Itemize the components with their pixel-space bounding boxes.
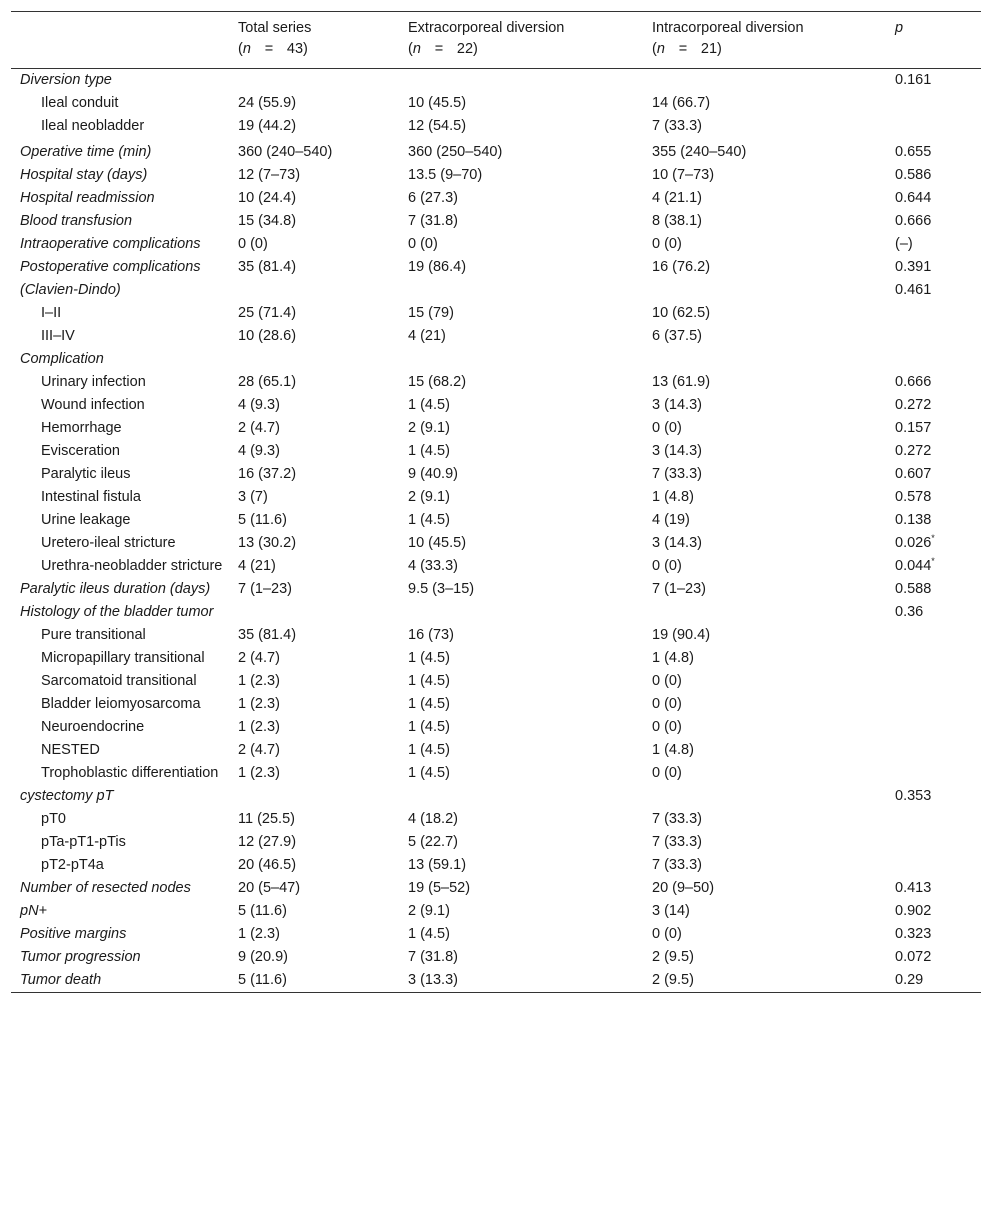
intracorporeal-cell: 7 (33.3): [652, 466, 702, 482]
total-series-cell: 10 (24.4): [238, 190, 297, 206]
total-series-cell: 20 (46.5): [238, 857, 297, 873]
extracorporeal-cell: 1 (4.5): [408, 742, 450, 758]
total-series-cell: [238, 348, 408, 371]
total-series-cell: 4 (9.3): [238, 443, 280, 459]
intracorporeal-cell: 6 (37.5): [652, 328, 702, 344]
extracorporeal-cell: 3 (13.3): [408, 972, 458, 988]
extracorporeal-cell: 19 (86.4): [408, 259, 467, 275]
total-series-cell: 9 (20.9): [238, 949, 288, 965]
extracorporeal-cell: 9 (40.9): [408, 466, 458, 482]
p-value-cell: [895, 302, 981, 325]
extracorporeal-cell: 1 (4.5): [408, 397, 450, 413]
extracorporeal-cell: 10 (45.5): [408, 535, 467, 551]
p-value-cell: [895, 831, 981, 854]
total-series-cell: 12 (27.9): [238, 834, 297, 850]
p-value-cell: 0.588: [895, 581, 932, 597]
table-row: [11, 210, 981, 233]
p-value-cell: [895, 348, 981, 371]
intracorporeal-cell: [652, 69, 895, 93]
header-p-value: p: [895, 20, 904, 36]
p-value-cell: 0.138: [895, 512, 932, 528]
extracorporeal-cell: 15 (68.2): [408, 374, 467, 390]
significance-marker: *: [931, 533, 935, 544]
p-value-cell: [895, 716, 981, 739]
table-row: [11, 969, 981, 993]
total-series-cell: 2 (4.7): [238, 742, 280, 758]
row-label: Ileal neobladder: [41, 118, 145, 134]
p-value-cell: 0.044*: [895, 556, 935, 574]
row-label: pT2-pT4a: [41, 857, 104, 873]
table-row: [11, 164, 981, 187]
extracorporeal-cell: [408, 348, 652, 371]
total-series-cell: [238, 69, 408, 93]
table-row: [11, 279, 981, 302]
intracorporeal-cell: [652, 348, 895, 371]
total-series-cell: [238, 601, 408, 624]
extracorporeal-cell: 12 (54.5): [408, 118, 467, 134]
table-row: [11, 923, 981, 946]
extracorporeal-cell: [408, 601, 652, 624]
p-value-cell: 0.666: [895, 374, 932, 390]
total-series-cell: 5 (11.6): [238, 903, 287, 919]
extracorporeal-cell: 13 (59.1): [408, 857, 467, 873]
p-value-cell: 0.29: [895, 972, 924, 988]
extracorporeal-cell: 13.5 (9–70): [408, 167, 483, 183]
extracorporeal-cell: 19 (5–52): [408, 880, 471, 896]
intracorporeal-cell: 7 (33.3): [652, 811, 702, 827]
p-value-cell: [895, 762, 981, 785]
extracorporeal-cell: 1 (4.5): [408, 765, 450, 781]
row-label: Uretero-ileal stricture: [41, 535, 176, 551]
total-series-cell: 1 (2.3): [238, 765, 280, 781]
row-label: Neuroendocrine: [41, 719, 145, 735]
intracorporeal-cell: 3 (14): [652, 903, 690, 919]
table-row: [11, 647, 981, 670]
p-value-cell: 0.272: [895, 397, 932, 413]
intracorporeal-cell: 0 (0): [652, 765, 682, 781]
table-row: [11, 417, 981, 440]
row-label: Blood transfusion: [20, 213, 133, 229]
total-series-cell: 1 (2.3): [238, 696, 280, 712]
total-series-cell: 2 (4.7): [238, 420, 280, 436]
intracorporeal-cell: 0 (0): [652, 926, 682, 942]
total-series-cell: 5 (11.6): [238, 512, 287, 528]
intracorporeal-cell: 16 (76.2): [652, 259, 711, 275]
p-value-cell: (–): [895, 236, 913, 252]
p-value-cell: [895, 647, 981, 670]
total-series-cell: 4 (9.3): [238, 397, 280, 413]
p-value-cell: 0.902: [895, 903, 932, 919]
table-row: [11, 877, 981, 900]
table-row: [11, 69, 981, 93]
extracorporeal-cell: 7 (31.8): [408, 213, 458, 229]
row-label: Hemorrhage: [41, 420, 122, 436]
p-value-cell: 0.323: [895, 926, 932, 942]
results-table-container: [11, 11, 981, 993]
row-label: Micropapillary transitional: [41, 650, 205, 666]
intracorporeal-cell: 2 (9.5): [652, 949, 694, 965]
extracorporeal-cell: 1 (4.5): [408, 650, 450, 666]
total-series-cell: 11 (25.5): [238, 811, 295, 827]
p-value-cell: 0.157: [895, 420, 932, 436]
table-row: [11, 138, 981, 164]
row-label: pN+: [20, 903, 48, 919]
intracorporeal-cell: 7 (33.3): [652, 857, 702, 873]
total-series-cell: 28 (65.1): [238, 374, 297, 390]
extracorporeal-cell: 0 (0): [408, 236, 438, 252]
intracorporeal-cell: 20 (9–50): [652, 880, 715, 896]
table-row: [11, 532, 981, 555]
p-value-cell: [895, 325, 981, 348]
intracorporeal-cell: 0 (0): [652, 673, 682, 689]
intracorporeal-cell: 3 (14.3): [652, 535, 702, 551]
row-label: NESTED: [41, 742, 100, 758]
table-row: [11, 716, 981, 739]
row-label: Urine leakage: [41, 512, 131, 528]
total-series-cell: 3 (7): [238, 489, 268, 505]
table-row: [11, 785, 981, 808]
table-row: [11, 486, 981, 509]
table-row: [11, 509, 981, 532]
extracorporeal-cell: 6 (27.3): [408, 190, 458, 206]
table-header-row: [11, 12, 981, 69]
table-row: [11, 624, 981, 647]
intracorporeal-cell: 7 (33.3): [652, 834, 702, 850]
total-series-cell: 35 (81.4): [238, 259, 297, 275]
row-label: Hospital stay (days): [20, 167, 148, 183]
row-label: Hospital readmission: [20, 190, 155, 206]
table-row: [11, 946, 981, 969]
row-label: Urethra-neobladder stricture: [41, 558, 223, 574]
intracorporeal-cell: 7 (1–23): [652, 581, 707, 597]
total-series-cell: 12 (7–73): [238, 167, 301, 183]
row-label: Positive margins: [20, 926, 127, 942]
p-value-cell: [895, 624, 981, 647]
row-label: Wound infection: [41, 397, 145, 413]
row-label: cystectomy pT: [20, 788, 114, 804]
total-series-cell: 20 (5–47): [238, 880, 301, 896]
p-value-cell: 0.461: [895, 282, 932, 298]
row-label: (Clavien-Dindo): [20, 282, 121, 298]
intracorporeal-cell: 8 (38.1): [652, 213, 702, 229]
table-row: [11, 808, 981, 831]
extracorporeal-cell: [408, 279, 652, 302]
table-row: [11, 302, 981, 325]
intracorporeal-cell: 13 (61.9): [652, 374, 711, 390]
row-label: Ileal conduit: [41, 95, 119, 111]
extracorporeal-cell: [408, 69, 652, 93]
extracorporeal-cell: 4 (18.2): [408, 811, 458, 827]
p-value-cell: 0.666: [895, 213, 932, 229]
intracorporeal-cell: 4 (19): [652, 512, 690, 528]
intracorporeal-cell: 0 (0): [652, 420, 682, 436]
table-row: [11, 233, 981, 256]
header-extracorporeal: Extracorporeal diversion (n = 22): [408, 20, 565, 57]
p-value-cell: 0.36: [895, 604, 924, 620]
p-value-cell: 0.586: [895, 167, 932, 183]
extracorporeal-cell: 2 (9.1): [408, 489, 450, 505]
p-value-cell: 0.272: [895, 443, 932, 459]
intracorporeal-cell: 1 (4.8): [652, 489, 694, 505]
row-label: Intraoperative complications: [20, 236, 201, 252]
extracorporeal-cell: 9.5 (3–15): [408, 581, 475, 597]
extracorporeal-cell: 2 (9.1): [408, 903, 450, 919]
row-label: I–II: [41, 305, 62, 321]
table-row: [11, 463, 981, 486]
total-series-cell: 24 (55.9): [238, 95, 297, 111]
intracorporeal-cell: 355 (240–540): [652, 144, 747, 160]
intracorporeal-cell: [652, 279, 895, 302]
total-series-cell: 1 (2.3): [238, 719, 280, 735]
p-value-cell: [895, 739, 981, 762]
header-intracorporeal: Intracorporeal diversion (n = 21): [652, 20, 804, 57]
total-series-cell: 4 (21): [238, 558, 276, 574]
total-series-cell: 25 (71.4): [238, 305, 297, 321]
significance-marker: *: [931, 556, 935, 567]
row-label: Trophoblastic differentiation: [41, 765, 219, 781]
row-label: Urinary infection: [41, 374, 146, 390]
intracorporeal-cell: 1 (4.8): [652, 742, 694, 758]
row-label: Bladder leiomyosarcoma: [41, 696, 201, 712]
intracorporeal-cell: 1 (4.8): [652, 650, 694, 666]
row-label: pTa-pT1-pTis: [41, 834, 126, 850]
total-series-cell: 7 (1–23): [238, 581, 293, 597]
p-value-cell: [895, 670, 981, 693]
table-row: [11, 601, 981, 624]
p-value-cell: 0.655: [895, 144, 932, 160]
total-series-cell: 360 (240–540): [238, 144, 333, 160]
total-series-cell: 10 (28.6): [238, 328, 297, 344]
total-series-cell: 35 (81.4): [238, 627, 297, 643]
p-value-cell: 0.644: [895, 190, 932, 206]
table-row: [11, 394, 981, 417]
p-value-cell: [895, 693, 981, 716]
row-label: III–IV: [41, 328, 75, 344]
p-value-cell: 0.161: [895, 72, 932, 88]
intracorporeal-cell: 4 (21.1): [652, 190, 702, 206]
row-label: Number of resected nodes: [20, 880, 191, 896]
total-series-cell: [238, 785, 408, 808]
row-label: Intestinal fistula: [41, 489, 141, 505]
intracorporeal-cell: 0 (0): [652, 236, 682, 252]
table-row: [11, 256, 981, 279]
extracorporeal-cell: 10 (45.5): [408, 95, 467, 111]
extracorporeal-cell: [408, 785, 652, 808]
table-row: [11, 555, 981, 578]
extracorporeal-cell: 7 (31.8): [408, 949, 458, 965]
table-row: [11, 92, 981, 115]
total-series-cell: 1 (2.3): [238, 926, 280, 942]
total-series-cell: 19 (44.2): [238, 118, 297, 134]
table-row: [11, 900, 981, 923]
extracorporeal-cell: 16 (73): [408, 627, 454, 643]
intracorporeal-cell: 3 (14.3): [652, 443, 702, 459]
total-series-cell: 2 (4.7): [238, 650, 280, 666]
total-series-cell: 15 (34.8): [238, 213, 297, 229]
row-label: pT0: [41, 811, 66, 827]
table-row: [11, 325, 981, 348]
extracorporeal-cell: 1 (4.5): [408, 926, 450, 942]
row-label: Operative time (min): [20, 144, 152, 160]
table-row: [11, 693, 981, 716]
table-row: [11, 187, 981, 210]
row-label: Diversion type: [20, 72, 112, 88]
intracorporeal-cell: 0 (0): [652, 696, 682, 712]
table-row: [11, 440, 981, 463]
total-series-cell: [238, 279, 408, 302]
p-value-cell: 0.607: [895, 466, 932, 482]
extracorporeal-cell: 4 (21): [408, 328, 446, 344]
p-value-cell: 0.026*: [895, 533, 935, 551]
total-series-cell: 13 (30.2): [238, 535, 297, 551]
extracorporeal-cell: 1 (4.5): [408, 719, 450, 735]
extracorporeal-cell: 1 (4.5): [408, 512, 450, 528]
extracorporeal-cell: 2 (9.1): [408, 420, 450, 436]
table-row: [11, 831, 981, 854]
row-label: Paralytic ileus duration (days): [20, 581, 211, 597]
extracorporeal-cell: 5 (22.7): [408, 834, 458, 850]
intracorporeal-cell: 3 (14.3): [652, 397, 702, 413]
table-row: [11, 739, 981, 762]
row-label: Complication: [20, 351, 104, 367]
p-value-cell: 0.353: [895, 788, 932, 804]
total-series-cell: 16 (37.2): [238, 466, 297, 482]
total-series-cell: 5 (11.6): [238, 972, 287, 988]
table-row: [11, 348, 981, 371]
row-label: Paralytic ileus: [41, 466, 131, 482]
intracorporeal-cell: 0 (0): [652, 719, 682, 735]
row-label: Pure transitional: [41, 627, 146, 643]
intracorporeal-cell: 10 (62.5): [652, 305, 711, 321]
header-variable: [11, 12, 238, 69]
row-label: Postoperative complications: [20, 259, 201, 275]
intracorporeal-cell: 0 (0): [652, 558, 682, 574]
intracorporeal-cell: 19 (90.4): [652, 627, 711, 643]
p-value-cell: [895, 92, 981, 115]
p-value-cell: 0.072: [895, 949, 932, 965]
table-row: [11, 371, 981, 394]
extracorporeal-cell: 360 (250–540): [408, 144, 503, 160]
intracorporeal-cell: 14 (66.7): [652, 95, 711, 111]
row-label: Tumor death: [20, 972, 102, 988]
table-row: [11, 578, 981, 601]
p-value-cell: 0.578: [895, 489, 932, 505]
intracorporeal-cell: [652, 785, 895, 808]
extracorporeal-cell: 4 (33.3): [408, 558, 458, 574]
p-value-cell: [895, 115, 981, 138]
intracorporeal-cell: 7 (33.3): [652, 118, 702, 134]
intracorporeal-cell: [652, 601, 895, 624]
p-value-cell: [895, 854, 981, 877]
table-row: [11, 854, 981, 877]
results-table: [11, 11, 981, 993]
row-label: Histology of the bladder tumor: [20, 604, 214, 620]
total-series-cell: 0 (0): [238, 236, 268, 252]
extracorporeal-cell: 1 (4.5): [408, 443, 450, 459]
table-row: [11, 115, 981, 138]
extracorporeal-cell: 15 (79): [408, 305, 454, 321]
table-row: [11, 670, 981, 693]
intracorporeal-cell: 10 (7–73): [652, 167, 715, 183]
intracorporeal-cell: 2 (9.5): [652, 972, 694, 988]
header-total-series: Total series (n = 43): [238, 20, 312, 57]
row-label: Evisceration: [41, 443, 120, 459]
row-label: Sarcomatoid transitional: [41, 673, 197, 689]
p-value-cell: 0.391: [895, 259, 932, 275]
extracorporeal-cell: 1 (4.5): [408, 696, 450, 712]
table-row: [11, 762, 981, 785]
p-value-cell: [895, 808, 981, 831]
extracorporeal-cell: 1 (4.5): [408, 673, 450, 689]
p-value-cell: 0.413: [895, 880, 932, 896]
row-label: Tumor progression: [20, 949, 141, 965]
total-series-cell: 1 (2.3): [238, 673, 280, 689]
